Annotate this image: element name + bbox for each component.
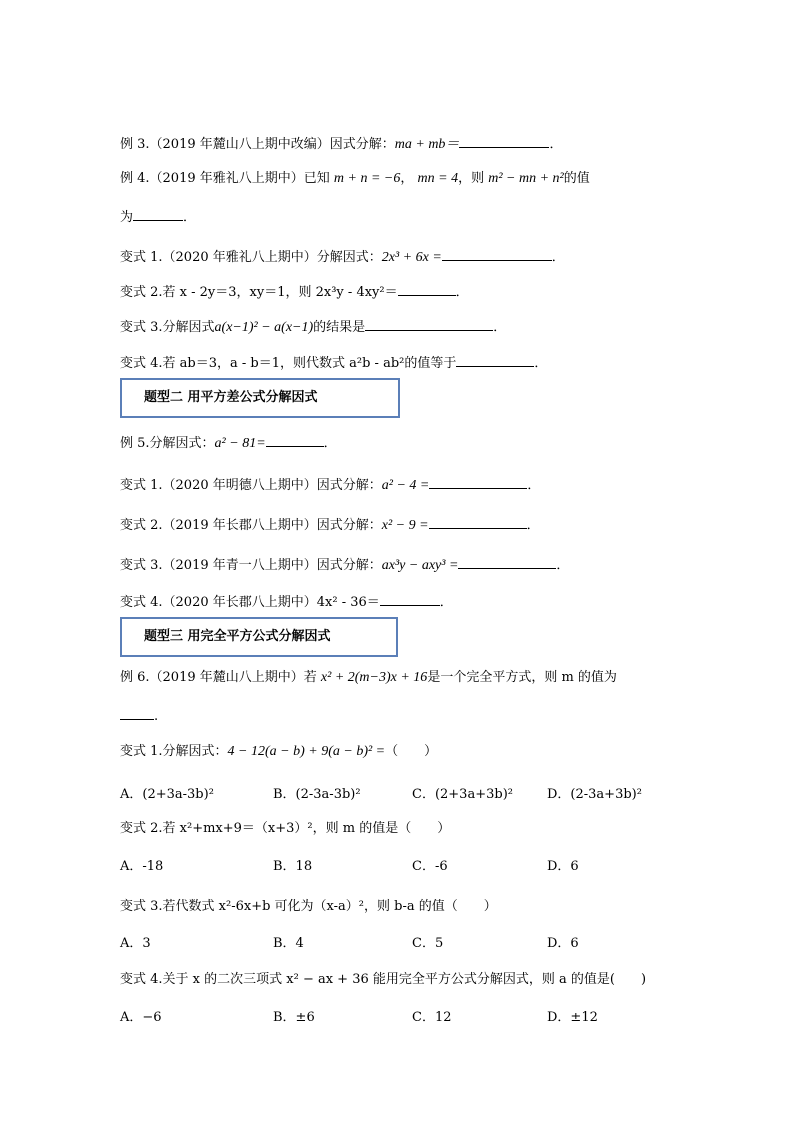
s2-variant-1-end: ． [527, 478, 541, 493]
s2-variant-3-end: ． [556, 558, 570, 573]
option-a[interactable]: A．(2+3a-3b)² [120, 787, 214, 802]
s2-variant-1 [120, 475, 540, 495]
example-4-mid: ，则 [458, 171, 485, 186]
section-heading-3 [120, 617, 398, 657]
option-a[interactable]: A．-18 [120, 859, 164, 874]
variant-1-text: 变式 1.（2020 年雅礼八上期中）分解因式： [120, 250, 382, 265]
option-d[interactable]: D．(2-3a+3b)² [547, 787, 642, 802]
variant-3-math: a(x−1)² − a(x−1) [214, 320, 314, 335]
example-5-math: a² − 81= [214, 436, 266, 451]
example-5-text: 例 5.分解因式： [120, 436, 215, 451]
s3-variant-1 [120, 743, 437, 761]
s2-variant-2-math: x² − 9 = [381, 518, 429, 533]
s3-variant-3 [120, 898, 497, 916]
example-4-end: 的值 [563, 171, 590, 186]
variant-3-end: ． [493, 320, 507, 335]
variant-1 [120, 247, 565, 267]
example-4-text: 例 4.（2019 年雅礼八上期中）已知 [120, 171, 330, 186]
option-a[interactable]: A．−6 [120, 1010, 162, 1025]
answer-blank[interactable] [429, 475, 527, 489]
variant-2-text: 变式 2.若 x - 2y＝3，xy＝1，则 2x³y - 4xy²＝ [120, 285, 398, 300]
s2-variant-1-text: 变式 1.（2020 年明德八上期中）因式分解： [120, 478, 382, 493]
option-c[interactable]: C．5 [412, 936, 444, 951]
example-4-math2: mn = 4 [417, 171, 459, 186]
option-d[interactable]: D．±12 [547, 1010, 598, 1025]
example-6-cont [120, 706, 158, 726]
answer-blank[interactable] [459, 134, 549, 148]
example-4b-end: ． [183, 210, 197, 225]
example-6-text: 例 6.（2019 年麓山八上期中）若 [120, 670, 317, 685]
option-d[interactable]: D．6 [547, 859, 579, 874]
s2-variant-3 [120, 555, 569, 575]
s2-variant-4-text: 变式 4.（2020 年长郡八上期中）4x² - 36＝ [120, 595, 380, 610]
example-4-sep: ， [400, 171, 414, 186]
answer-blank[interactable] [456, 353, 534, 367]
variant-4-end: ． [534, 356, 548, 371]
s2-variant-4 [120, 592, 453, 612]
answer-blank[interactable] [442, 247, 552, 261]
example-4 [120, 170, 590, 188]
answer-blank[interactable] [120, 706, 154, 720]
s2-variant-2-end: ． [526, 518, 540, 533]
answer-blank[interactable] [266, 433, 324, 447]
option-a[interactable]: A．3 [120, 936, 151, 951]
variant-3-mid: 的结果是 [313, 320, 366, 335]
example-4-math3: m² − mn + n² [488, 171, 564, 186]
variant-2 [120, 282, 469, 302]
answer-blank[interactable] [365, 317, 493, 331]
s3-variant-1-math: 4 − 12(a − b) + 9(a − b)² = [227, 744, 386, 759]
option-c[interactable]: C．(2+3a+3b)² [412, 787, 513, 802]
example-4-math1: m + n = −6 [333, 171, 401, 186]
example-4b-text: 为 [120, 210, 134, 225]
variant-2-end: ． [455, 285, 469, 300]
option-b[interactable]: B．4 [273, 936, 304, 951]
option-b[interactable]: B．(2-3a-3b)² [273, 787, 361, 802]
s3-variant-4-text: 变式 4.关于 x 的二次三项式 x² − ax + 36 能用完全平方公式分解因式，则 a 的值是( ) [120, 972, 647, 987]
s3-variant-1-text: 变式 1.分解因式： [120, 744, 228, 759]
option-d[interactable]: D．6 [547, 936, 579, 951]
variant-1-math: 2x³ + 6x = [381, 250, 442, 265]
s3-variant-2 [120, 820, 450, 838]
option-b[interactable]: B．18 [273, 859, 313, 874]
option-c[interactable]: C．12 [412, 1010, 452, 1025]
s3-variant-4 [120, 971, 646, 989]
s2-variant-1-math: a² − 4 = [381, 478, 430, 493]
s2-variant-4-end: ． [439, 595, 453, 610]
answer-blank[interactable] [380, 592, 440, 606]
answer-blank[interactable] [398, 282, 456, 296]
section-heading-2 [120, 378, 400, 418]
option-c[interactable]: C．-6 [412, 859, 448, 874]
example-3 [120, 134, 562, 154]
section-3-title: 题型三 用完全平方公式分解因式 [144, 629, 331, 644]
example-6-math: x² + 2(m−3)x + 16 [320, 670, 428, 685]
s3-variant-2-text: 变式 2.若 x²+mx+9＝（x+3）²，则 m 的值是（ ） [120, 821, 451, 836]
variant-4 [120, 353, 547, 373]
example-3-end: ． [549, 137, 563, 152]
s2-variant-3-math: ax³y − axy³ = [381, 558, 459, 573]
s2-variant-2 [120, 515, 540, 535]
variant-3 [120, 317, 506, 337]
example-4-cont [120, 207, 196, 227]
section-2-title: 题型二 用平方差公式分解因式 [144, 390, 318, 405]
variant-1-end: ． [551, 250, 565, 265]
example-6-end: 是一个完全平方式，则 m 的值为 [427, 670, 617, 685]
example-3-math: ma + mb＝ [394, 137, 460, 152]
answer-blank[interactable] [429, 515, 527, 529]
answer-blank[interactable] [133, 207, 183, 221]
example-5 [120, 433, 337, 453]
s2-variant-3-text: 变式 3.（2019 年青一八上期中）因式分解： [120, 558, 382, 573]
example-6 [120, 669, 617, 687]
variant-3-text: 变式 3.分解因式 [120, 320, 215, 335]
option-b[interactable]: B．±6 [273, 1010, 315, 1025]
answer-blank[interactable] [458, 555, 556, 569]
example-6b-end: . [154, 709, 159, 724]
s3-variant-3-text: 变式 3.若代数式 x²-6x+b 可化为（x-a）²，则 b-a 的值（ ） [120, 899, 497, 914]
example-5-end: ． [323, 436, 337, 451]
s2-variant-2-text: 变式 2.（2019 年长郡八上期中）因式分解： [120, 518, 382, 533]
example-3-text: 例 3.（2019 年麓山八上期中改编）因式分解： [120, 137, 395, 152]
variant-4-text: 变式 4.若 ab＝3，a - b＝1，则代数式 a²b - ab²的值等于 [120, 356, 457, 371]
s3-variant-1-end: （ ） [385, 744, 438, 759]
